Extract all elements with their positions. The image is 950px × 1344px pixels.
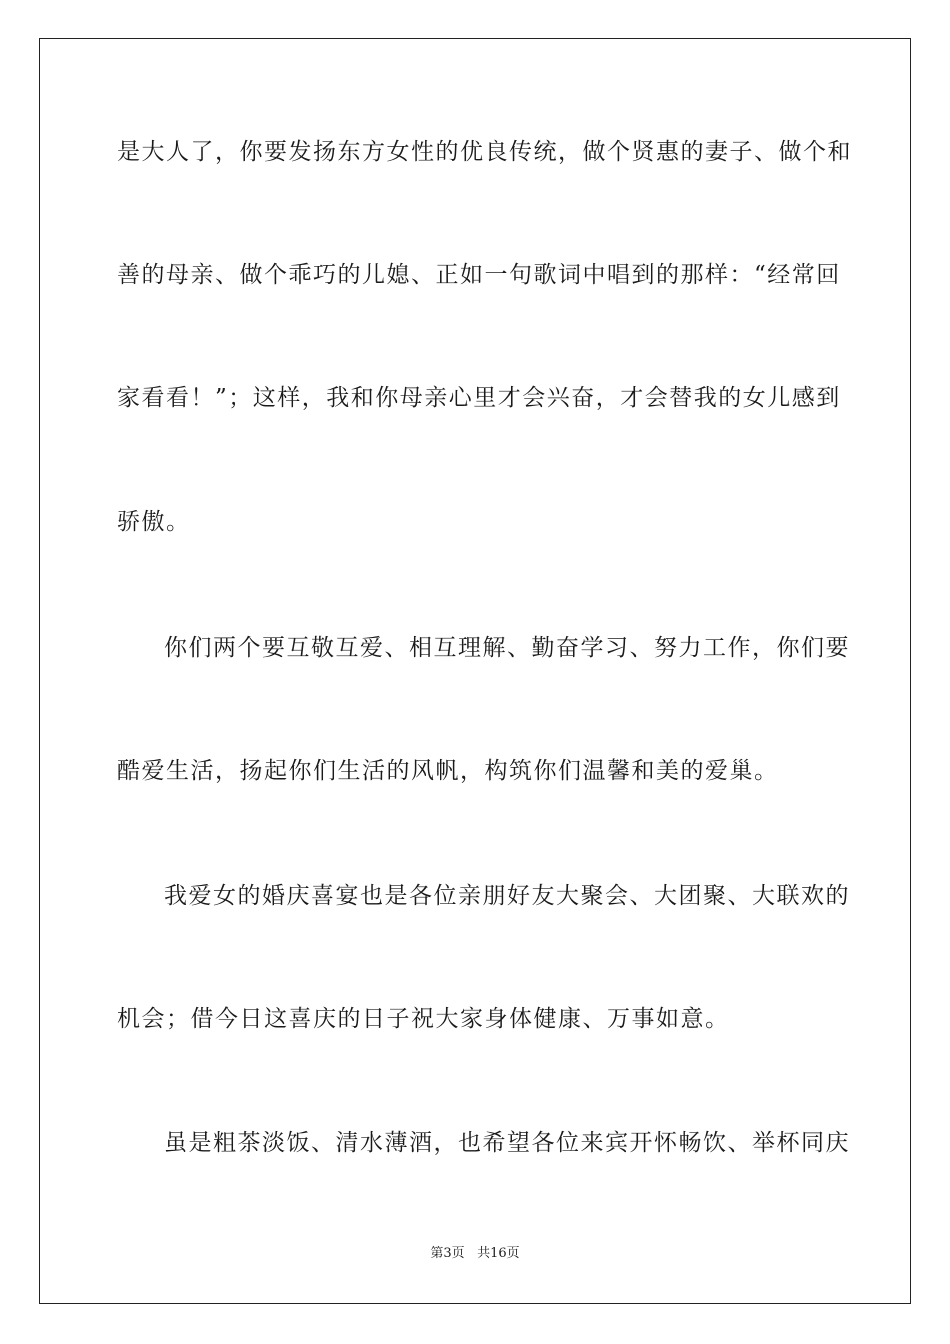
text-line-6: 酷爱生活，扬起你们生活的风帆，构筑你们温馨和美的爱巢。	[117, 758, 779, 784]
text-line-9: 虽是粗茶淡饭、清水薄酒，也希望各位来宾开怀畅饮、举杯同庆	[164, 1130, 850, 1156]
page-border	[39, 38, 911, 1304]
page-total: 共16页	[477, 1246, 520, 1261]
page-footer	[0, 1245, 950, 1263]
text-line-4: 骄傲。	[117, 509, 191, 535]
text-line-7: 我爱女的婚庆喜宴也是各位亲朋好友大聚会、大团聚、大联欢的	[164, 883, 850, 909]
text-line-1: 是大人了，你要发扬东方女性的优良传统，做个贤惠的妻子、做个和	[117, 139, 852, 165]
text-line-8: 机会；借今日这喜庆的日子祝大家身体健康、万事如意。	[117, 1006, 730, 1032]
text-line-3: 家看看！”；这样，我和你母亲心里才会兴奋，才会替我的女儿感到	[117, 385, 841, 411]
page-number: 第3页	[430, 1246, 465, 1261]
text-line-5: 你们两个要互敬互爱、相互理解、勤奋学习、努力工作，你们要	[164, 635, 850, 661]
text-line-2: 善的母亲、做个乖巧的儿媳、正如一句歌词中唱到的那样：“经常回	[117, 262, 841, 288]
